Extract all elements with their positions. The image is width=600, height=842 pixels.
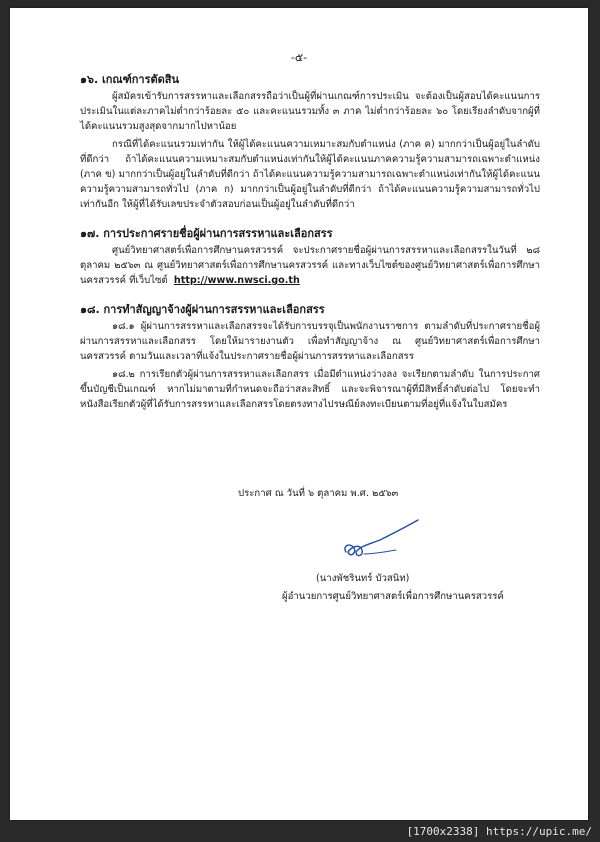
announcement-date: ประกาศ ณ วันที่ ๖ ตุลาคม พ.ศ. ๒๕๖๓ (238, 488, 399, 499)
section-16-heading: ๑๖. เกณฑ์การตัดสิน (80, 73, 179, 86)
image-caption: [1700x2338] https://upic.me/ (406, 825, 592, 838)
signer-name: (นางพัชรินทร์ บัวสนิท) (316, 573, 410, 584)
handwritten-signature (340, 516, 430, 568)
section-16-paragraph: ผู้สมัครเข้ารับการสรรหาและเลือกสรรถือว่าเป็นผู้ที่ผ่านเกณฑ์การประเมิน จะต้องเป็นผู้สอบได้คะแนนการประเมินในแต่ละภาคไม่ต่ำกว่าร้อยละ ๕๐ และคะแนนรวมทั้ง ๓ ภาค ไม่ต่ำกว่าร้อยละ ๖๐ โดยเรียงลำดับจากผู้ที่ได้คะแนนรวมสูงสุดจากมากไปหาน้อย (80, 91, 540, 132)
document-page (10, 8, 588, 820)
section-16-paragraph: กรณีที่ได้คะแนนรวมเท่ากัน ให้ผู้ได้คะแนนความเหมาะสมกับตำแหน่ง (ภาค ค) มากกว่าเป็นผู้อยู่ในลำดับที่ดีกว่า ถ้าได้คะแนนความเหมาะสมกับตำแหน่งเท่ากันให้ผู้ได้คะแนนภาคความรู้ความสามารถเฉพาะตำแหน่ง (ภาค ข) มากกว่าเป็นผู้อยู่ในลำดับที่ดีกว่า ถ้าได้คะแนนความรู้ความสามารถเฉพาะตำแหน่งเท่ากันให้ผู้ได้คะแนนความรู้ความสามารถทั่วไป (ภาค ก) มากกว่าเป็นผู้อยู่ในลำดับที่ดีกว่า ถ้าได้คะแนนความรู้ความสามารถทั่วไปเท่ากันอีก ให้ผู้ที่ได้รับเลขประจำตัวสอบก่อนเป็นผู้อยู่ในลำดับที่ดีกว่า (80, 139, 540, 210)
document-body (80, 72, 540, 412)
signer-title: ผู้อำนวยการศูนย์วิทยาศาสตร์เพื่อการศึกษานครสวรรค์ (282, 591, 504, 602)
section-17-heading: ๑๗. การประกาศรายชื่อผู้ผ่านการสรรหาและเลือกสรร (80, 227, 333, 240)
page-number: -๕- (290, 51, 308, 64)
section-17-paragraph (80, 243, 540, 288)
section-18-1-paragraph: ๑๘.๑ ผู้ผ่านการสรรหาและเลือกสรรจะได้รับการบรรจุเป็นพนักงานราชการ ตามลำดับที่ประกาศรายชื่อผู้ผ่านการสรรหาและเลือกสรร โดยให้มารายงานตัว เพื่อทำสัญญาจ้าง ณ ศูนย์วิทยาศาสตร์เพื่อการศึกษานครสวรรค์ ตามวันและเวลาที่แจ้งในประกาศรายชื่อผู้ผ่านการสรรหาและเลือกสรร (80, 321, 540, 362)
section-18-2-paragraph: ๑๘.๒ การเรียกตัวผู้ผ่านการสรรหาและเลือกสรร เมื่อมีตำแหน่งว่างลง จะเรียกตามลำดับ ในการประกาศขึ้นบัญชีเป็นเกณฑ์ หากไม่มาตามที่กำหนดจะถือว่าสละสิทธิ์ และจะพิจารณาผู้ที่มีสิทธิ์ลำดับต่อไป โดยจะทำหนังสือเรียกตัวผู้ที่ได้รับการสรรหาและเลือกสรรโดยตรงทางไปรษณีย์ลงทะเบียนตามที่อยู่ที่แจ้งในใบสมัคร (80, 369, 540, 410)
section-17-text: ศูนย์วิทยาศาสตร์เพื่อการศึกษานครสวรรค์ จะประกาศรายชื่อผู้ผ่านการสรรหาและเลือกสรรในวันที่ ๒๘ ตุลาคม ๒๕๖๓ ณ ศูนย์วิทยาศาสตร์เพื่อการศึกษานครสวรรค์ และทางเว็บไซต์ของศูนย์วิทยาศาสตร์เพื่อการศึกษานครสวรรค์ ที่เว็บไซต์ (80, 245, 540, 286)
website-link[interactable]: http://www.nwsci.go.th (173, 275, 300, 286)
section-18-heading: ๑๘. การทำสัญญาจ้างผู้ผ่านการสรรหาและเลือกสรร (80, 303, 325, 316)
